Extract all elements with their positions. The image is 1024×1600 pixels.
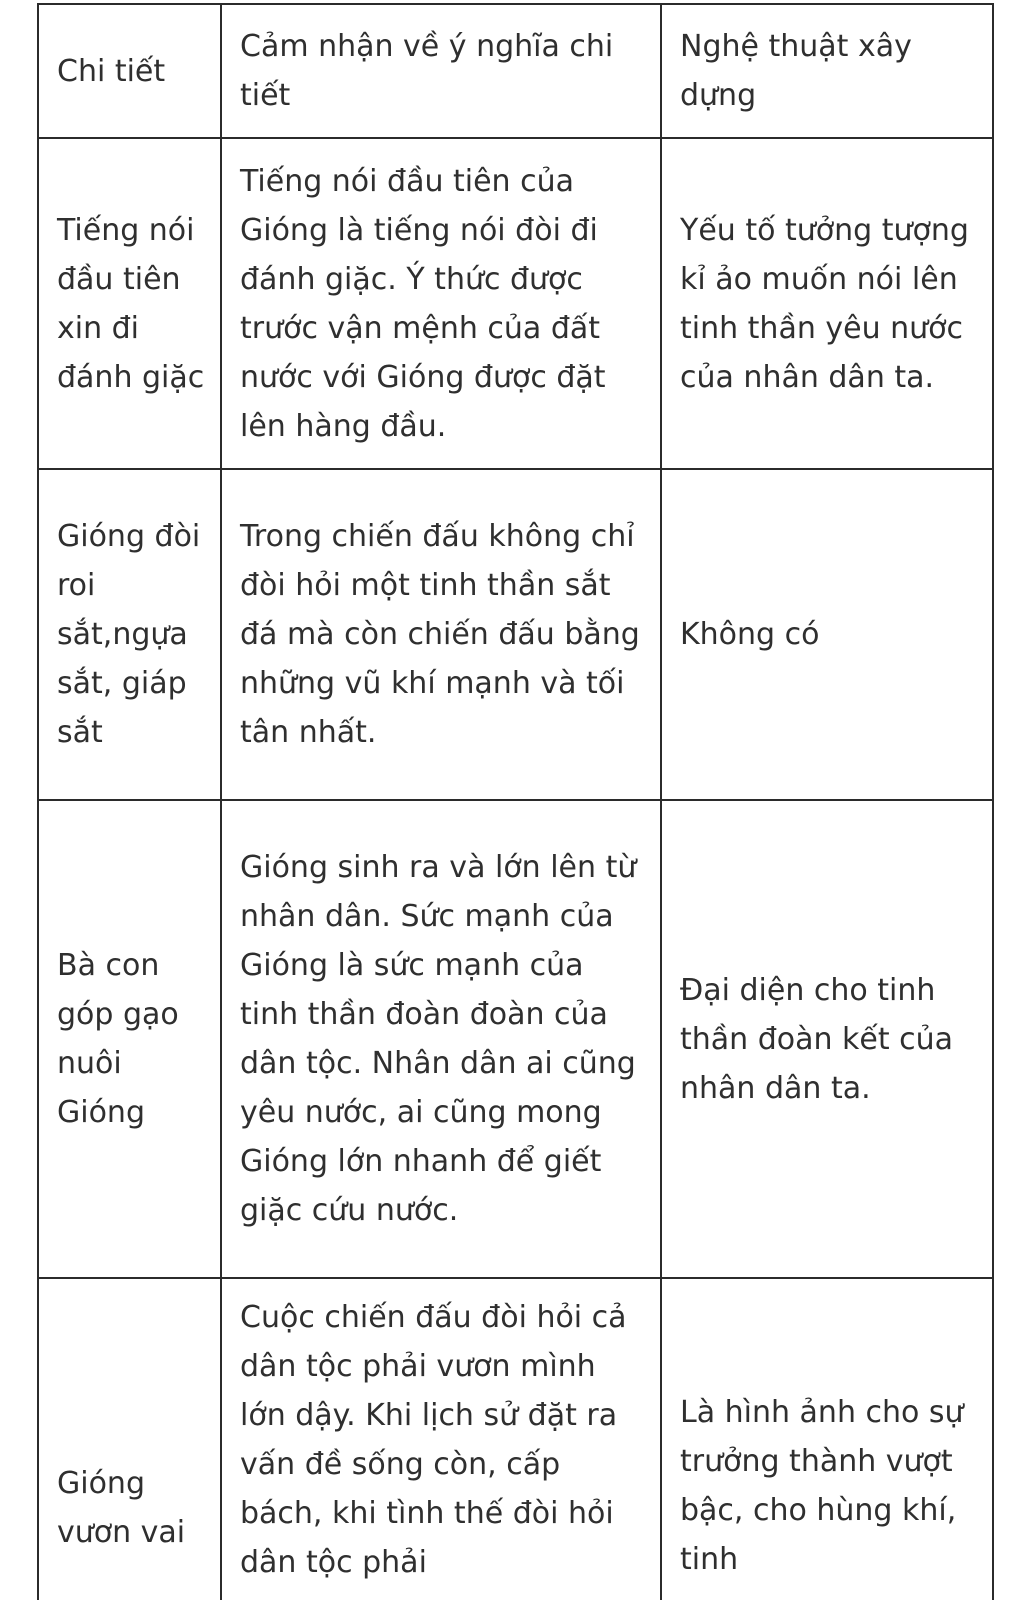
table-header-row [38,4,993,138]
header-cell-detail: Chi tiết [38,4,221,138]
meaning-cell: Cuộc chiến đấu đòi hỏi cả dân tộc phải vươn mình lớn dậy. Khi lịch sử đặt ra vấn đề sống còn, cấp bách, khi tình thế đòi hỏi dân tộc phải [221,1278,661,1600]
detail-cell: Gióng đòi roi sắt,ngựa sắt, giáp sắt [38,469,221,800]
art-cell: Không có [661,469,993,800]
art-cell: Là hình ảnh cho sự trưởng thành vượt bậc, cho hùng khí, tinh [661,1278,993,1600]
meaning-cell: Gióng sinh ra và lớn lên từ nhân dân. Sức mạnh của Gióng là sức mạnh của tinh thần đoàn đoàn của dân tộc. Nhân dân ai cũng yêu nước, ai cũng mong Gióng lớn nhanh để giết giặc cứu nước. [221,800,661,1278]
table-row [38,1278,993,1600]
header-cell-meaning: Cảm nhận về ý nghĩa chi tiết [221,4,661,138]
detail-cell: Gióng vươn vai [38,1278,221,1600]
art-cell: Yếu tố tưởng tượng kỉ ảo muốn nói lên tinh thần yêu nước của nhân dân ta. [661,138,993,469]
table-row [38,138,993,469]
meaning-cell: Trong chiến đấu không chỉ đòi hỏi một tinh thần sắt đá mà còn chiến đấu bằng những vũ khí mạnh và tối tân nhất. [221,469,661,800]
table-row [38,800,993,1278]
detail-cell: Tiếng nói đầu tiên xin đi đánh giặc [38,138,221,469]
detail-cell: Bà con góp gạo nuôi Gióng [38,800,221,1278]
gióng-detail-table [37,3,994,1600]
meaning-cell: Tiếng nói đầu tiên của Gióng là tiếng nói đòi đi đánh giặc. Ý thức được trước vận mệnh của đất nước với Gióng được đặt lên hàng đầu. [221,138,661,469]
art-cell: Đại diện cho tinh thần đoàn kết của nhân dân ta. [661,800,993,1278]
table-row [38,469,993,800]
header-cell-art: Nghệ thuật xây dựng [661,4,993,138]
